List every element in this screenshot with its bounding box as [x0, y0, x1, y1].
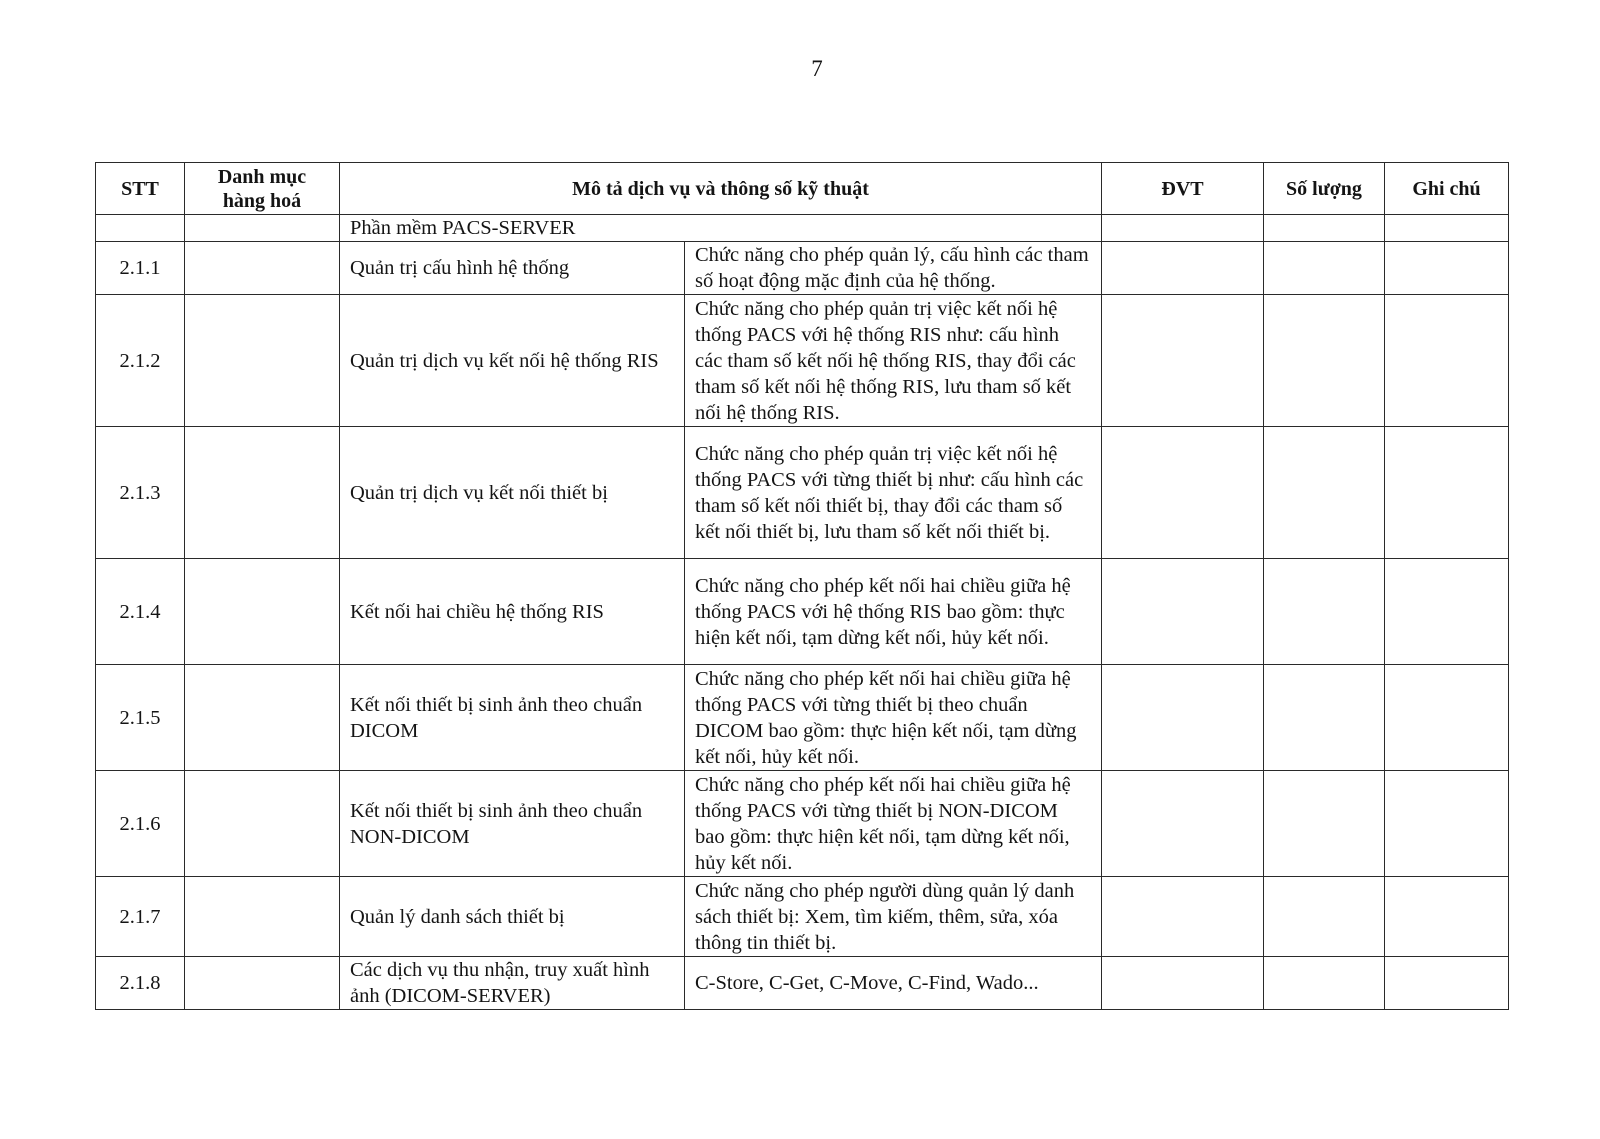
row-category — [185, 877, 340, 957]
row-dvt — [1102, 427, 1264, 559]
section-row — [96, 215, 1509, 242]
row-description: Chức năng cho phép quản lý, cấu hình các tham số hoạt động mặc định của hệ thống. — [685, 242, 1102, 295]
row-quantity — [1264, 877, 1385, 957]
row-description: Chức năng cho phép kết nối hai chiều giữa hệ thống PACS với từng thiết bị theo chuẩn DICOM bao gồm: thực hiện kết nối, tạm dừng kết nối, hủy kết nối. — [685, 665, 1102, 771]
row-function-name: Kết nối hai chiều hệ thống RIS — [340, 559, 685, 665]
section-category-cell — [185, 215, 340, 242]
table-row — [96, 665, 1509, 771]
row-note — [1385, 877, 1509, 957]
row-category — [185, 427, 340, 559]
table-row — [96, 771, 1509, 877]
row-function-name: Các dịch vụ thu nhận, truy xuất hình ảnh (DICOM-SERVER) — [340, 957, 685, 1010]
row-function-name: Kết nối thiết bị sinh ảnh theo chuẩn NON-DICOM — [340, 771, 685, 877]
row-description: Chức năng cho phép quản trị việc kết nối hệ thống PACS với từng thiết bị như: cấu hình các tham số kết nối thiết bị, thay đổi các tham số kết nối thiết bị, lưu tham số kết nối thiết bị. — [685, 427, 1102, 559]
row-dvt — [1102, 877, 1264, 957]
row-category — [185, 242, 340, 295]
section-stt-cell — [96, 215, 185, 242]
row-note — [1385, 957, 1509, 1010]
row-quantity — [1264, 242, 1385, 295]
row-stt: 2.1.1 — [96, 242, 185, 295]
table-row — [96, 877, 1509, 957]
header-ghi-chu: Ghi chú — [1385, 163, 1509, 215]
row-note — [1385, 771, 1509, 877]
row-description: Chức năng cho phép kết nối hai chiều giữa hệ thống PACS với hệ thống RIS bao gồm: thực hiện kết nối, tạm dừng kết nối, hủy kết nối. — [685, 559, 1102, 665]
row-function-name: Quản lý danh sách thiết bị — [340, 877, 685, 957]
row-stt: 2.1.3 — [96, 427, 185, 559]
row-description: Chức năng cho phép quản trị việc kết nối hệ thống PACS với hệ thống RIS như: cấu hình các tham số kết nối hệ thống RIS, thay đổi các tham số kết nối hệ thống RIS, lưu tham số kết nối hệ thống RIS. — [685, 295, 1102, 427]
row-function-name: Quản trị cấu hình hệ thống — [340, 242, 685, 295]
row-description: Chức năng cho phép người dùng quản lý danh sách thiết bị: Xem, tìm kiếm, thêm, sửa, xóa thông tin thiết bị. — [685, 877, 1102, 957]
row-stt: 2.1.7 — [96, 877, 185, 957]
row-description: Chức năng cho phép kết nối hai chiều giữa hệ thống PACS với từng thiết bị NON-DICOM bao gồm: thực hiện kết nối, tạm dừng kết nối, hủy kết nối. — [685, 771, 1102, 877]
section-dvt-cell — [1102, 215, 1264, 242]
row-function-name: Quản trị dịch vụ kết nối thiết bị — [340, 427, 685, 559]
row-note — [1385, 242, 1509, 295]
row-category — [185, 559, 340, 665]
row-description: C-Store, C-Get, C-Move, C-Find, Wado... — [685, 957, 1102, 1010]
table-row — [96, 295, 1509, 427]
row-category — [185, 771, 340, 877]
header-stt: STT — [96, 163, 185, 215]
row-dvt — [1102, 957, 1264, 1010]
section-title: Phần mềm PACS-SERVER — [340, 215, 1102, 242]
row-note — [1385, 295, 1509, 427]
table-row — [96, 559, 1509, 665]
row-category — [185, 665, 340, 771]
row-category — [185, 295, 340, 427]
header-danh-muc: Danh mục hàng hoá — [185, 163, 340, 215]
row-category — [185, 957, 340, 1010]
row-function-name: Kết nối thiết bị sinh ảnh theo chuẩn DICOM — [340, 665, 685, 771]
row-dvt — [1102, 771, 1264, 877]
section-note-cell — [1385, 215, 1509, 242]
row-quantity — [1264, 771, 1385, 877]
row-note — [1385, 427, 1509, 559]
row-quantity — [1264, 559, 1385, 665]
specification-table — [95, 162, 1509, 1010]
row-dvt — [1102, 242, 1264, 295]
row-note — [1385, 559, 1509, 665]
page-number: 7 — [811, 56, 823, 81]
row-quantity — [1264, 295, 1385, 427]
row-function-name: Quản trị dịch vụ kết nối hệ thống RIS — [340, 295, 685, 427]
row-stt: 2.1.2 — [96, 295, 185, 427]
row-note — [1385, 665, 1509, 771]
header-mo-ta: Mô tả dịch vụ và thông số kỹ thuật — [340, 163, 1102, 215]
row-quantity — [1264, 665, 1385, 771]
row-quantity — [1264, 427, 1385, 559]
row-stt: 2.1.5 — [96, 665, 185, 771]
row-quantity — [1264, 957, 1385, 1010]
header-dvt: ĐVT — [1102, 163, 1264, 215]
header-row — [96, 163, 1509, 215]
row-stt: 2.1.4 — [96, 559, 185, 665]
row-dvt — [1102, 295, 1264, 427]
row-dvt — [1102, 665, 1264, 771]
section-qty-cell — [1264, 215, 1385, 242]
row-dvt — [1102, 559, 1264, 665]
row-stt: 2.1.6 — [96, 771, 185, 877]
header-so-luong: Số lượng — [1264, 163, 1385, 215]
table-row — [96, 242, 1509, 295]
row-stt: 2.1.8 — [96, 957, 185, 1010]
table-row — [96, 957, 1509, 1010]
table-row — [96, 427, 1509, 559]
